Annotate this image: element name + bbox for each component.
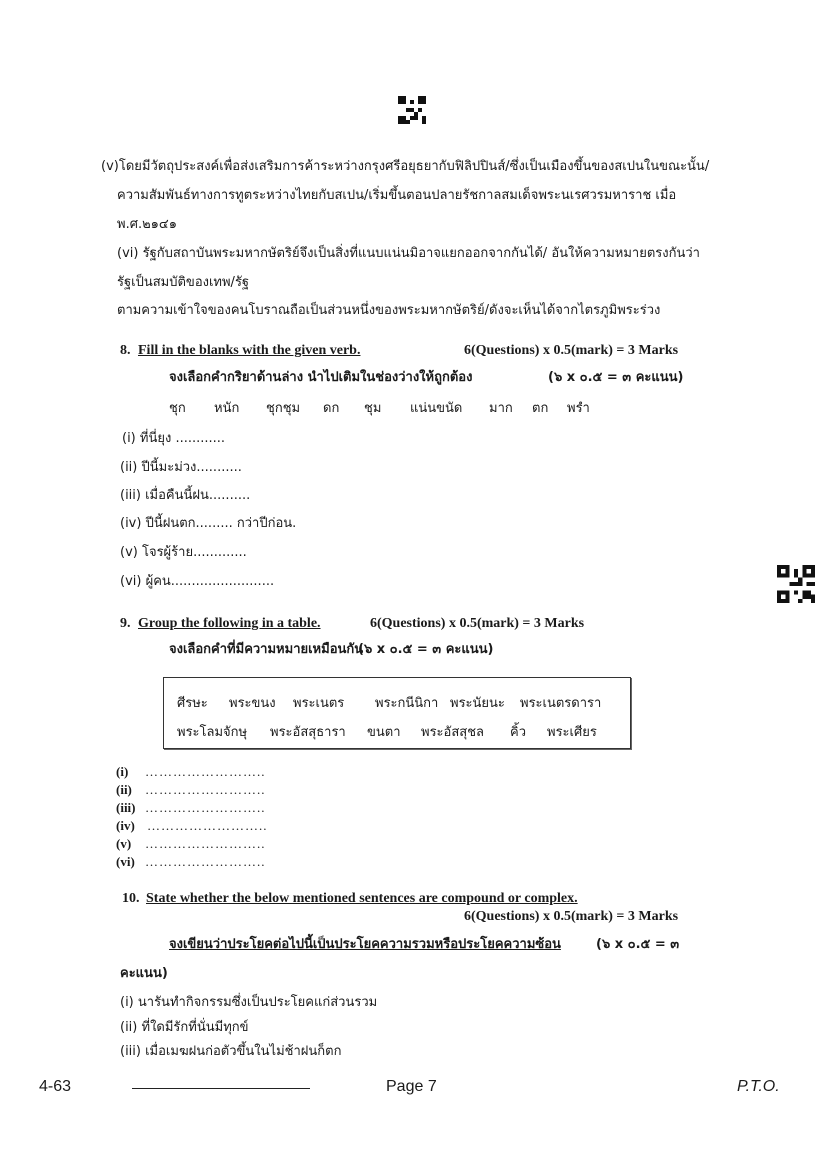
answer-blank[interactable]: ……………………..	[145, 764, 266, 779]
word-bank-item: ตก	[532, 401, 549, 416]
word-bank-item: ชุก	[169, 401, 186, 416]
qr-code-top	[398, 96, 426, 124]
box-word: ขนตา	[367, 725, 401, 740]
q8-title: Fill in the blanks with the given verb.	[138, 343, 361, 358]
word-bank-item: ชุกชุม	[266, 401, 301, 416]
box-word: พระเนตร	[293, 696, 345, 711]
please-turn-over: P.T.O.	[737, 1078, 780, 1095]
q8-item: (v) โจรผู้ร้าย.............	[120, 545, 247, 560]
box-word: พระกนีนิกา	[375, 696, 439, 711]
qr-code-side	[777, 565, 815, 603]
q10-item: (ii) ที่ใดมีรักที่นั่นมีทุกข์	[120, 1020, 249, 1035]
answer-blank[interactable]: ……………………..	[145, 854, 266, 869]
section-v-line-2: ความสัมพันธ์ทางการทูตระหว่างไทยกับสเปน/เริ่มขึ้นตอนปลายรัชกาลสมเด็จพระนเรศวรมหาราช เมื่อ	[117, 188, 677, 203]
answer-blank[interactable]: ……………………..	[145, 782, 266, 797]
answer-label: (iv)	[116, 818, 135, 833]
footer-rule	[132, 1088, 310, 1089]
exam-code: 4-63	[39, 1078, 72, 1095]
q9-marks: 6(Questions) x 0.5(mark) = 3 Marks	[370, 616, 585, 631]
section-v-line-1: (v)โดยมีวัตถุประสงค์เพื่อส่งเสริมการค้าระหว่างกรุงศรีอยุธยากับฟิลิปปินส์/ซึ่งเป็นเมืองขึ้นของสเปนในขณะนั้น/	[101, 159, 710, 174]
q10-item: (i) นารันทำกิจกรรมซึ่งเป็นประโยคแก่ส่วนรวม	[120, 995, 378, 1010]
word-bank-item: ดก	[323, 401, 340, 416]
section-v-line-3: พ.ศ.๒๑๔๑	[117, 217, 177, 232]
word-bank-item: ชุม	[364, 401, 382, 416]
answer-label: (ii)	[116, 782, 132, 797]
box-word: พระเศียร	[547, 725, 597, 740]
box-word: พระนัยนะ	[450, 696, 505, 711]
word-bank-item: พรำ	[567, 401, 590, 416]
q8-item: (iii) เมื่อคืนนี้ฝน..........	[120, 488, 251, 503]
box-word: พระโลมจักษุ	[177, 725, 248, 740]
q8-item: (ii) ปีนี้มะม่วง...........	[120, 460, 242, 475]
q10-item: (iii) เมื่อเมฆฝนก่อตัวขึ้นในไม่ช้าฝนก็ตก	[120, 1044, 342, 1059]
q10-marks: 6(Questions) x 0.5(mark) = 3 Marks	[464, 909, 679, 924]
q8-marks: 6(Questions) x 0.5(mark) = 3 Marks	[464, 343, 679, 358]
box-word: คิ้ว	[510, 725, 526, 740]
q9-thai-marks: (๖ x ๐.๕ = ๓ คะแนน)	[358, 642, 494, 657]
q10-thai-marks-cont: คะแนน)	[120, 966, 168, 981]
section-vi-line-2: รัฐเป็นสมบัติของเทพ/รัฐ	[117, 275, 250, 290]
q9-title: Group the following in a table.	[138, 616, 321, 631]
q10-thai-instruction: จงเขียนว่าประโยคต่อไปนี้เป็นประโยคความรวมหรือประโยคความซ้อน	[169, 937, 561, 952]
q8-item: (i) ที่นี่ยุง ............	[122, 431, 226, 446]
section-vi-line-1: (vi) รัฐกับสถาบันพระมหากษัตริย์จึงเป็นสิ่งที่แนบแน่นมิอาจแยกออกจากกันได้/ อันให้ความหมายตรงกันว่า	[117, 246, 700, 261]
q10-thai-marks: (๖ x ๐.๕ = ๓	[596, 937, 680, 952]
word-bank-item: หนัก	[214, 401, 240, 416]
page-number: Page 7	[386, 1078, 437, 1095]
box-word: พระเนตรดารา	[520, 696, 602, 711]
q8-thai-marks: (๖ x ๐.๕ = ๓ คะแนน)	[548, 370, 684, 385]
word-bank-item: มาก	[489, 401, 513, 416]
answer-label: (i)	[116, 764, 129, 779]
answer-blank[interactable]: ……………………..	[147, 818, 268, 833]
answer-blank[interactable]: ……………………..	[145, 800, 266, 815]
q8-number: 8.	[120, 343, 131, 358]
q10-number: 10.	[122, 891, 140, 906]
answer-label: (iii)	[116, 800, 136, 815]
q9-thai-instruction: จงเลือกคำที่มีความหมายเหมือนกัน	[169, 642, 364, 657]
box-word: พระอัสสุชล	[421, 725, 485, 740]
q10-title: State whether the below mentioned sentences are compound or complex.	[146, 891, 578, 906]
answer-label: (v)	[116, 836, 132, 851]
section-vi-line-3: ตามความเข้าใจของคนโบราณถือเป็นส่วนหนึ่งของพระมหากษัตริย์/ดังจะเห็นได้จากไตรภูมิพระร่วง	[117, 303, 661, 318]
box-word: พระขนง	[229, 696, 276, 711]
word-bank-item: แน่นขนัด	[410, 401, 463, 416]
q8-thai-instruction: จงเลือกคำกริยาด้านล่าง นำไปเติมในช่องว่างให้ถูกต้อง	[169, 370, 473, 385]
q8-item: (vi) ผู้คน.........................	[120, 574, 275, 589]
q9-number: 9.	[120, 616, 131, 631]
box-word: พระอัสสุธารา	[270, 725, 346, 740]
answer-blank[interactable]: ……………………..	[145, 836, 266, 851]
answer-label: (vi)	[116, 854, 135, 869]
box-word: ศีรษะ	[177, 696, 208, 711]
q8-item: (iv) ปีนี้ฝนตก......... กว่าปีก่อน.	[120, 516, 297, 531]
